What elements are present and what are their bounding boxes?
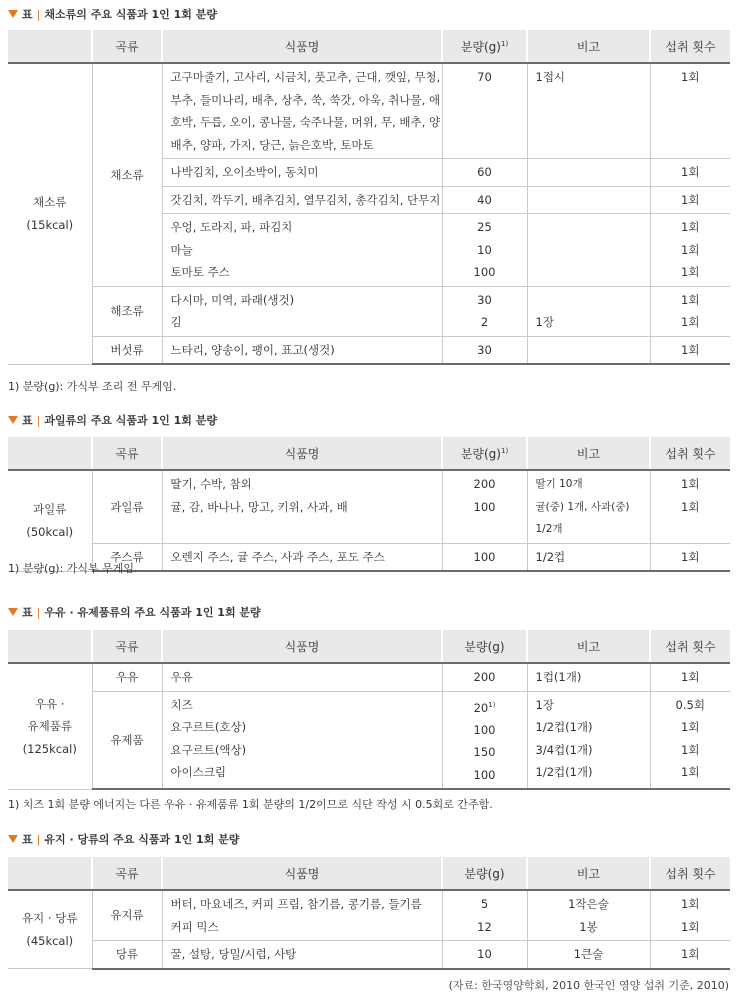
dairy-table (8, 630, 730, 790)
col-header-food: 식품명 (162, 437, 442, 470)
table1-footnote: 1) 분량(g): 가식부 조리 전 무게임. (8, 380, 177, 393)
food-cell: 다시마, 미역, 파래(생것) 김 (162, 286, 442, 336)
subgroup-label: 과일류 (92, 470, 162, 543)
subgroup-label: 당류 (92, 941, 162, 969)
col-header-count: 섭취 횟수 (650, 857, 730, 890)
count-cell: 1회 (650, 186, 730, 214)
col-header-category: 곡류 (92, 437, 162, 470)
count-cell: 1회 (650, 336, 730, 364)
food-cell: 느타리, 양송이, 팽이, 표고(생것) (162, 336, 442, 364)
count-cell: 1회 (650, 543, 730, 571)
amount-cell: 200 (442, 663, 527, 691)
note-cell: 1장 1/2컵(1개) 3/4컵(1개) 1/2컵(1개) (527, 691, 650, 789)
table-row (8, 941, 730, 969)
table-row (8, 890, 730, 941)
group-label: 유지 · 당류 (45kcal) (8, 890, 92, 969)
count-cell: 1회 1회 1회 (650, 214, 730, 287)
food-cell: 딸기, 수박, 참외 귤, 감, 바나나, 망고, 키위, 사과, 배 (162, 470, 442, 543)
subgroup-label: 채소류 (92, 63, 162, 286)
table-row (8, 63, 730, 159)
col-header-amount: 분량(g) (442, 630, 527, 663)
note-cell: 1큰술 (527, 941, 650, 969)
table-row (8, 470, 730, 543)
col-header-note: 비고 (527, 437, 650, 470)
count-cell: 1회 (650, 159, 730, 187)
col-header-food: 식품명 (162, 30, 442, 63)
note-cell (527, 186, 650, 214)
col-header-amount: 분량(g) (442, 857, 527, 890)
table2-title: 표 | 과일류의 주요 식품과 1인 1회 분량 (8, 412, 217, 428)
triangle-icon (8, 608, 18, 616)
note-cell (527, 159, 650, 187)
col-header-empty (8, 630, 92, 663)
food-cell: 꿀, 설탕, 당밀/시럽, 사탕 (162, 941, 442, 969)
food-cell: 고구마줄기, 고사리, 시금치, 풋고추, 근대, 깻잎, 무청, 부추, 들미나리, 배추, 상추, 쑥, 쑥갓, 아욱, 취나물, 애 호박, 두릅, 오이, 콩나물, 숙주나물, 머위, 무, 배추, 양 배추, 양파, 가지, 당근, 늙은호박, 토마토 (162, 63, 442, 159)
col-header-food: 식품명 (162, 857, 442, 890)
source-citation: (자료: 한국영양학회, 2010 한국인 영양 섭취 기준, 2010) (448, 979, 729, 992)
fruit-table (8, 437, 730, 572)
col-header-amount: 분량$(g)^{1)}$ (442, 437, 527, 470)
food-cell: 갓김치, 깍두기, 배추김치, 열무김치, 총각김치, 단무지 (162, 186, 442, 214)
col-header-category: 곡류 (92, 630, 162, 663)
count-cell: 1회 (650, 663, 730, 691)
table4-title: 표 | 유지 · 당류의 주요 식품과 1인 1회 분량 (8, 831, 239, 847)
group-label: 우유 · 유제품류 (125kcal) (8, 663, 92, 789)
col-header-food: 식품명 (162, 630, 442, 663)
amount-cell: 100 (442, 543, 527, 571)
col-header-empty (8, 857, 92, 890)
amount-cell: 30 2 (442, 286, 527, 336)
col-header-category: 곡류 (92, 30, 162, 63)
note-cell: 1접시 (527, 63, 650, 159)
subgroup-label: 유지류 (92, 890, 162, 941)
food-cell: 우엉, 도라지, 파, 파김치 마늘 토마토 주스 (162, 214, 442, 287)
col-header-empty (8, 30, 92, 63)
col-header-note: 비고 (527, 857, 650, 890)
note-cell: 1컵(1개) (527, 663, 650, 691)
vegetable-table (8, 30, 730, 365)
table2-footnote: 1) 분량(g): 가식부 무게임. (8, 562, 138, 575)
amount-cell: 5 12 (442, 890, 527, 941)
table-row (8, 336, 730, 364)
table-row (8, 691, 730, 789)
triangle-icon (8, 10, 18, 18)
food-cell: 우유 (162, 663, 442, 691)
food-cell: 버터, 마요네즈, 커피 프림, 참기름, 콩기름, 들기름 커피 믹스 (162, 890, 442, 941)
amount-cell: 10 (442, 941, 527, 969)
col-header-note: 비고 (527, 630, 650, 663)
note-cell: 1작은술 1봉 (527, 890, 650, 941)
amount-cell: 25 10 100 (442, 214, 527, 287)
subgroup-label: 주스류 (92, 543, 162, 571)
subgroup-label: 유제품 (92, 691, 162, 789)
col-header-amount: 분량$(g)^{1)}$ (442, 30, 527, 63)
food-cell: 치즈 요구르트(호상) 요구르트(액상) 아이스크림 (162, 691, 442, 789)
amount-cell: 70 (442, 63, 527, 159)
subgroup-label: 해조류 (92, 286, 162, 336)
count-cell: 1회 1회 (650, 286, 730, 336)
count-cell: 1회 1회 (650, 890, 730, 941)
count-cell: 1회 (650, 941, 730, 969)
note-cell: 딸기 10개 귤(중) 1개, 사과(중) 1/2개 (527, 470, 650, 543)
food-cell: 오렌지 주스, 귤 주스, 사과 주스, 포도 주스 (162, 543, 442, 571)
table-row (8, 663, 730, 691)
col-header-category: 곡류 (92, 857, 162, 890)
col-header-count: 섭취 횟수 (650, 30, 730, 63)
fat-sugar-table (8, 857, 730, 970)
note-cell: 1/2컵 (527, 543, 650, 571)
col-header-count: 섭취 횟수 (650, 630, 730, 663)
col-header-count: 섭취 횟수 (650, 437, 730, 470)
amount-cell: 200 100 (442, 470, 527, 543)
note-cell (527, 214, 650, 287)
amount-cell: 20$^{1)}$ 100 150 100 (442, 691, 527, 789)
triangle-icon (8, 416, 18, 424)
amount-cell: 40 (442, 186, 527, 214)
col-header-note: 비고 (527, 30, 650, 63)
count-cell: 0.5회 1회 1회 1회 (650, 691, 730, 789)
table3-footnote: 1) 치즈 1회 분량 에너지는 다른 우유 · 유제품류 1회 분량의 1/2이므로 식단 작성 시 0.5회로 간주함. (8, 798, 493, 811)
amount-cell: 30 (442, 336, 527, 364)
count-cell: 1회 (650, 63, 730, 159)
group-label: 채소류 (15kcal) (8, 63, 92, 364)
note-cell: 1장 (527, 286, 650, 336)
subgroup-label: 우유 (92, 663, 162, 691)
table1-title: 표 | 채소류의 주요 식품과 1인 1회 분량 (8, 6, 217, 22)
table3-title: 표 | 우유 · 유제품류의 주요 식품과 1인 1회 분량 (8, 604, 261, 620)
table-row (8, 286, 730, 336)
amount-cell: 60 (442, 159, 527, 187)
count-cell: 1회 1회 (650, 470, 730, 543)
triangle-icon (8, 835, 18, 843)
group-label: 과일류 (50kcal) (8, 470, 92, 571)
food-cell: 나박김치, 오이소박이, 동치미 (162, 159, 442, 187)
subgroup-label: 버섯류 (92, 336, 162, 364)
col-header-empty (8, 437, 92, 470)
note-cell (527, 336, 650, 364)
